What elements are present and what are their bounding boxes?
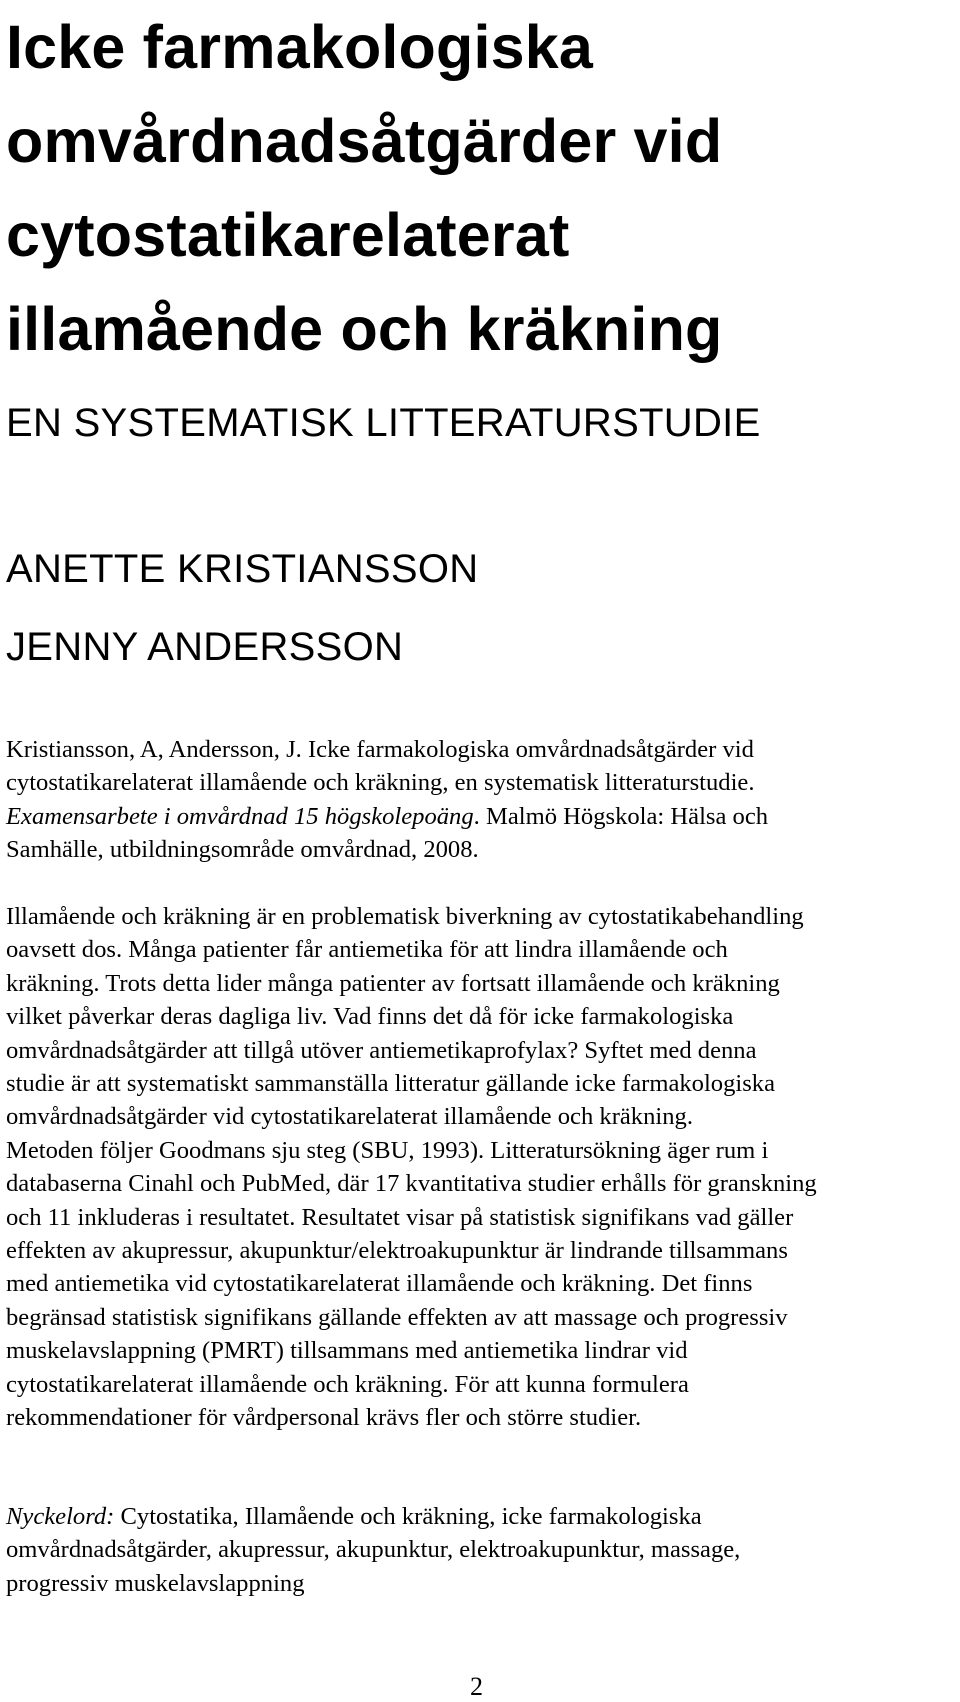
- citation-line: Samhälle, utbildningsområde omvårdnad, 2008.: [6, 836, 479, 864]
- abstract-line: vilket påverkar deras dagliga liv. Vad finns det då för icke farmakologiska: [6, 1003, 734, 1031]
- citation-line: Kristiansson, A, Andersson, J. Icke farmakologiska omvårdnadsåtgärder vid: [6, 736, 754, 763]
- document-subtitle: EN SYSTEMATISK LITTERATURSTUDIE: [6, 401, 761, 445]
- keywords-text: Cytostatika, Illamående och kräkning, icke farmakologiska: [114, 1503, 702, 1530]
- abstract-line: cytostatikarelaterat illamående och kräkning. För att kunna formulera: [6, 1370, 689, 1398]
- abstract-line: Illamående och kräkning är en problematisk biverkning av cytostatikabehandling: [6, 903, 804, 930]
- page-number: 2: [470, 1672, 483, 1701]
- citation-line: [6, 800, 956, 833]
- citation-block: [6, 733, 956, 867]
- abstract-line: muskelavslappning (PMRT) tillsammans med antiemetika lindrar vid: [6, 1337, 688, 1365]
- abstract-paragraph: [6, 900, 956, 1435]
- abstract-line: databaserna Cinahl och PubMed, där 17 kvantitativa studier erhålls för granskning: [6, 1170, 817, 1198]
- abstract-line: effekten av akupressur, akupunktur/elektroakupunktur är lindrande tillsammans: [6, 1237, 788, 1265]
- title-line: omvårdnadsåtgärder vid: [6, 107, 723, 175]
- author-list: [6, 530, 478, 686]
- abstract-line: omvårdnadsåtgärder vid cytostatikarelaterat illamående och kräkning.: [6, 1103, 693, 1131]
- abstract-line: studie är att systematiskt sammanställa litteratur gällande icke farmakologiska: [6, 1070, 775, 1098]
- keywords-label: Nyckelord:: [6, 1503, 115, 1530]
- citation-italic-text: Examensarbete i omvårdnad 15 högskolepoäng: [6, 802, 474, 830]
- document-title: [6, 0, 946, 376]
- keywords-line: progressiv muskelavslappning: [6, 1569, 305, 1597]
- author-name: ANETTE KRISTIANSSON: [6, 547, 479, 591]
- keywords-line: [6, 1500, 956, 1533]
- keywords-line: omvårdnadsåtgärder, akupressur, akupunktur, elektroakupunktur, massage,: [6, 1536, 741, 1564]
- abstract-line: oavsett dos. Många patienter får antiemetika för att lindra illamående och: [6, 936, 728, 964]
- abstract-line: rekommendationer för vårdpersonal krävs fler och större studier.: [6, 1404, 642, 1432]
- title-line: cytostatikarelaterat: [6, 201, 570, 269]
- abstract-line: begränsad statistisk signifikans gällande effekten av att massage och progressiv: [6, 1303, 788, 1331]
- citation-line: cytostatikarelaterat illamående och kräkning, en systematisk litteraturstudie.: [6, 769, 755, 797]
- keywords-block: [6, 1500, 956, 1600]
- abstract-line: omvårdnadsåtgärder att tillgå utöver antiemetikaprofylax? Syftet med denna: [6, 1036, 757, 1064]
- abstract-line: med antiemetika vid cytostatikarelaterat illamående och kräkning. Det finns: [6, 1270, 753, 1298]
- abstract-line: Metoden följer Goodmans sju steg (SBU, 1993). Litteratursökning äger rum i: [6, 1136, 769, 1164]
- abstract-line: kräkning. Trots detta lider många patienter av fortsatt illamående och kräkning: [6, 969, 780, 997]
- author-name: JENNY ANDERSSON: [6, 625, 404, 669]
- abstract-line: och 11 inkluderas i resultatet. Resultatet visar på statistisk signifikans vad gäller: [6, 1203, 794, 1231]
- title-line: Icke farmakologiska: [6, 13, 593, 81]
- citation-text: . Malmö Högskola: Hälsa och: [473, 802, 769, 830]
- title-line: illamående och kräkning: [6, 295, 723, 363]
